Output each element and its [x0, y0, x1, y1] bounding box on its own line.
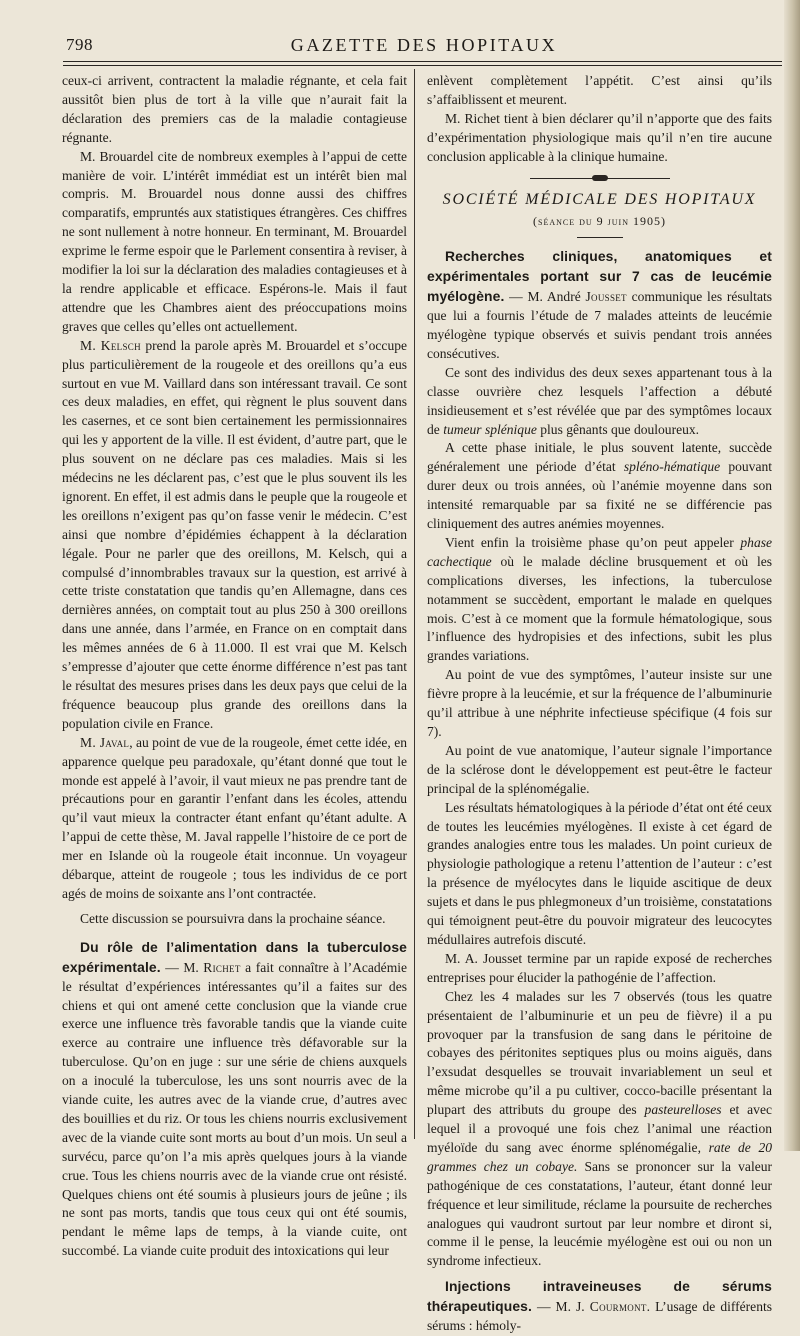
left-column	[62, 72, 407, 1261]
paragraph	[427, 439, 772, 534]
running-head: GAZETTE DES HOPITAUX	[290, 35, 558, 55]
speaker-name: M. Kelsch	[80, 337, 141, 353]
section-rule	[577, 237, 623, 238]
article-heading: Du rôle de l’alimentation dans la tuberculose expérimentale.	[62, 938, 407, 975]
page-edge	[784, 0, 800, 1151]
paragraph-text: , au point de vue de la rougeole, émet cette idée, en apparence quelque peu paradoxale, qu’étant donné que tout le monde est appelé à l’avoir, il vaut mieux ne pas prendre tant de précautions pour en garantir l’enfant dans les écoles, attendu qu’il vaut mieux la contracter étant enfant qu’étant adulte. A l’appui de cette thèse, M. Javal rappelle l’histoire de ce port de mer en Islande où la rougeole était inconnue. Un voyageur débarque, atteint de rougeole ; tous les individus de ce port agés de moins de soixante ans l’ont contractée.	[62, 734, 407, 901]
speaker-name: Jousset	[585, 289, 627, 305]
paragraph: Les résultats hématologiques à la période d’état ont été ceux de toutes les leucémies myélogènes. Il existe à cet égard de grandes analogies entre tous les malades. Un point curieux de physiologie pathologique a retenu l’attention de l’auteur : c’est la présence de myélocytes dans le liquide ascitique de deux sujets et dans le pus phlegmoneux d’un troisième, constatations qui témoignent peut-être du pouvoir migrateur des leucocytes médullaires autrefois discuté.	[427, 799, 772, 947]
page-header	[66, 33, 782, 57]
paragraph	[62, 337, 407, 734]
column-separator	[414, 69, 415, 1139]
italic-term: rate de 20 grammes chez un cobaye.	[427, 1139, 772, 1174]
paragraph-text: Vient enfin la troisième phase qu’on peut appeler	[445, 534, 741, 550]
paragraph	[62, 938, 407, 1261]
paragraph: Cette discussion se poursuivra dans la prochaine séance.	[80, 910, 386, 926]
paragraph	[427, 364, 772, 440]
paragraph-text: et avec lequel il a provoqué une fois chez l’animal une réaction myéloïde du sang avec énorme splénomégalie,	[427, 1102, 772, 1155]
paragraph: M. A. Jousset termine par un rapide exposé de recherches entreprises pour élucider la pathogénie de l’affection.	[427, 950, 772, 985]
header-rule	[63, 61, 782, 62]
italic-term: tumeur splénique	[443, 421, 537, 437]
speaker-name: Courmont	[589, 1299, 647, 1315]
heading-dash: — M. André	[504, 289, 586, 305]
section-title: SOCIÉTÉ MÉDICALE DES HOPITAUX	[442, 190, 757, 208]
right-column	[427, 72, 772, 1336]
italic-term: spléno-hématique	[623, 459, 721, 475]
section-subtitle: (séance du 9 juin 1905)	[533, 214, 666, 229]
article-heading: Recherches cliniques, anatomiques et expérimentales portant sur 7 cas de leucémie myélogène.	[427, 248, 772, 305]
speaker-name: M. Javal	[80, 734, 130, 750]
italic-term: phase cachectique	[427, 534, 772, 569]
paragraph-text: Ce sont des individus des deux sexes appartenant tous à la classe ouvrière chez lesquels l’affection a débuté insidieusement et s’est révélée que par des symptômes locaux de	[427, 364, 772, 437]
paragraph: Au point de vue des symptômes, l’auteur insiste sur une fièvre propre à la leucémie, et sur la fréquence de l’albuminurie qu’il attribue à une néphrite infectieuse spécifique (4 fois sur 7).	[427, 667, 772, 739]
paragraph-text: prend la parole après M. Brouardel et s’occupe plus particulièrement de la rougeole et des oreillons qu’a eus surtout en vue M. Vaillard dans son intéressant travail. Ce sont ces deux maladies, en effet, qui règnent le plus souvent dans les casernes, et ce sont bien certainement les permissionnaires qui les y apportent de la ville. Il est évident, d’autre part, que le plus souvent on ne déclare pas ces maladies. Mais si les médecins ne les déclarent pas, c’est que le plus souvent ils les ignorent. En effet, il est admis dans le peuple que la rougeole et les oreillons n’exigent pas qu’on fasse venir le médecin. C’est ainsi que nombre d’épidémies échappent à la déclaration légale. Pour ne parler que des oreillons, M. Kelsch, qui a compulsé d’innombrables travaux sur la question, est arrivé à cette triste constatation que tandis qu’en Allemagne, dans ces dernières années, on comptait tout au plus 250 à 300 oreillons dans une année, dans l’armée, en France on en comptait dans les mêmes années de 6 à 11.000. Il est vrai que M. Kelsch s’empresse d’ajouter que cette énorme différence n’est pas tant le résultat des mesures prises dans les deux pays que celui de la fréquence beaucoup plus grande des oreillons dans la population civile en France.	[62, 337, 408, 731]
italic-term: pasteurelloses	[644, 1102, 722, 1118]
paragraph: ceux-ci arrivent, contractent la maladie régnante, et cela fait aussitôt bien plus de tort à la ville que n’aurait fait la déclaration des premiers cas de la maladie contagieuse régnante.	[62, 73, 407, 145]
paragraph	[427, 1277, 772, 1336]
paragraph-text: Sans se prononcer sur la valeur pathogénique de ces constatations, l’auteur, étant donné leur fréquence et leur similitude, réclame la poursuite de recherches analogues qui vaudront surtout par leur nombre et diront si, comme il le pense, la leucémie myélogène est oui ou non un syndrome infectieux.	[427, 1158, 773, 1269]
heading-dash: — M. J.	[531, 1299, 590, 1315]
paragraph-text: pouvant durer deux ou trois années, où l’anémie moyenne dans son intensité remarquable par sa fixité ne se différencie pas cliniquement des autres anémies moyennes.	[427, 459, 772, 532]
heading-dash: — M.	[160, 959, 204, 975]
paragraph	[62, 734, 407, 904]
header-rule-2	[63, 65, 782, 66]
article-heading: Injections intraveineuses de sérums thérapeutiques.	[427, 1278, 772, 1315]
paragraph-text: A cette phase initiale, le plus souvent latente, succède généralement une période d’état	[427, 440, 772, 475]
page-number: 798	[66, 35, 93, 54]
paragraph-text: plus gênants que douloureux.	[536, 421, 700, 437]
paragraph	[427, 247, 772, 363]
paragraph	[427, 988, 772, 1272]
paragraph: enlèvent complètement l’appétit. C’est ainsi qu’ils s’affaiblissent et meurent.	[427, 73, 772, 107]
paragraph-text: Chez les 4 malades sur les 7 observés (tous les quatre présentaient de l’albuminurie et un peu de fièvre) il a pu provoquer par la transfusion de sang dans le péritoine de cobayes des péritonites septiques plus ou moins aiguës, dans l’exsudat desquelles se trouvait invariablement un seul et même microbe qu’il a pu cultiver, cocco-bacille présentant la plupart des attributs du groupe des	[427, 988, 772, 1118]
paragraph	[427, 534, 772, 666]
paragraph: M. Richet tient à bien déclarer qu’il n’apporte que des faits d’expérimentation physiologique mais qu’il n’en tire aucune conclusion applicable à la clinique humaine.	[427, 110, 772, 164]
paragraph: M. Brouardel cite de nombreux exemples à l’appui de cette manière de voir. L’intérêt immédiat est un intérêt bien mal compris. M. Brouardel nous donne aussi des chiffres comparatifs, empruntés aux statistiques étrangères. Ces chiffres ne sont nullement à notre honneur. En terminant, M. Brouardel exprime le ferme espoir que le Parlement consentira à reviser, à modifier la loi sur la déclaration des maladies contagieuses et à la rendre applicable et efficace. Espérons-le. Mais il faut attendre que les Chambres aient des préoccupations moins graves que celles qu’elles ont actuellement.	[62, 148, 407, 334]
paragraph: Au point de vue anatomique, l’auteur signale l’importance de la sclérose dont le développement est peut-être le facteur principal de la splénomégalie.	[427, 742, 772, 796]
paragraph-text: a fait connaître à l’Académie le résultat d’expériences intéressantes qu’il a faites sur des chiens et qui ont amené cette conclusion que la viande crue exerce une influence très favorable tandis que la viande cuite exerce au contraire une influence très défavorable sur la tuberculose. Qu’on en juge : sur une série de chiens auxquels on a inoculé la tuberculose, les uns sont nourris avec de la viande cuite, les autres avec de la viande crue, d’autres avec des bouillies et du riz. Or tous les chiens nourris exclusivement avec de la viande cuite sont morts au bout d’un mois. Un seul a survécu, parce qu’on l’a mis après quelques jours à la viande crue. Tous les chiens nourris avec de la viande crue ont résisté. Quelques chiens ont été soumis à plusieurs jours de jeûne ; ils ne sont pas morts, tandis que tous ceux qui ont été soumis, pendant le même laps de temps, à la viande cuite, ont succombé. La viande cuite produit des intoxications qui leur	[62, 959, 408, 1259]
paragraph-text: . L’usage de différents sérums : hémoly-	[427, 1299, 773, 1334]
speaker-name: Richet	[203, 959, 241, 975]
paragraph-text: où le malade décline brusquement et où les complications diverses, les infections, la tuberculose notamment se succèdent, emportant le malade en quelques mois. C’est à ce moment que la formule hématologique, sous l’influence des hydropisies et des infections, subit les plus grandes variations.	[427, 553, 772, 664]
paragraph-text: communique les résultats que lui a fournis l’étude de 7 malades atteints de leucémie myélogène typique observés et suivis pendant trois années consécutives.	[427, 289, 772, 361]
ornament-divider	[530, 175, 670, 181]
